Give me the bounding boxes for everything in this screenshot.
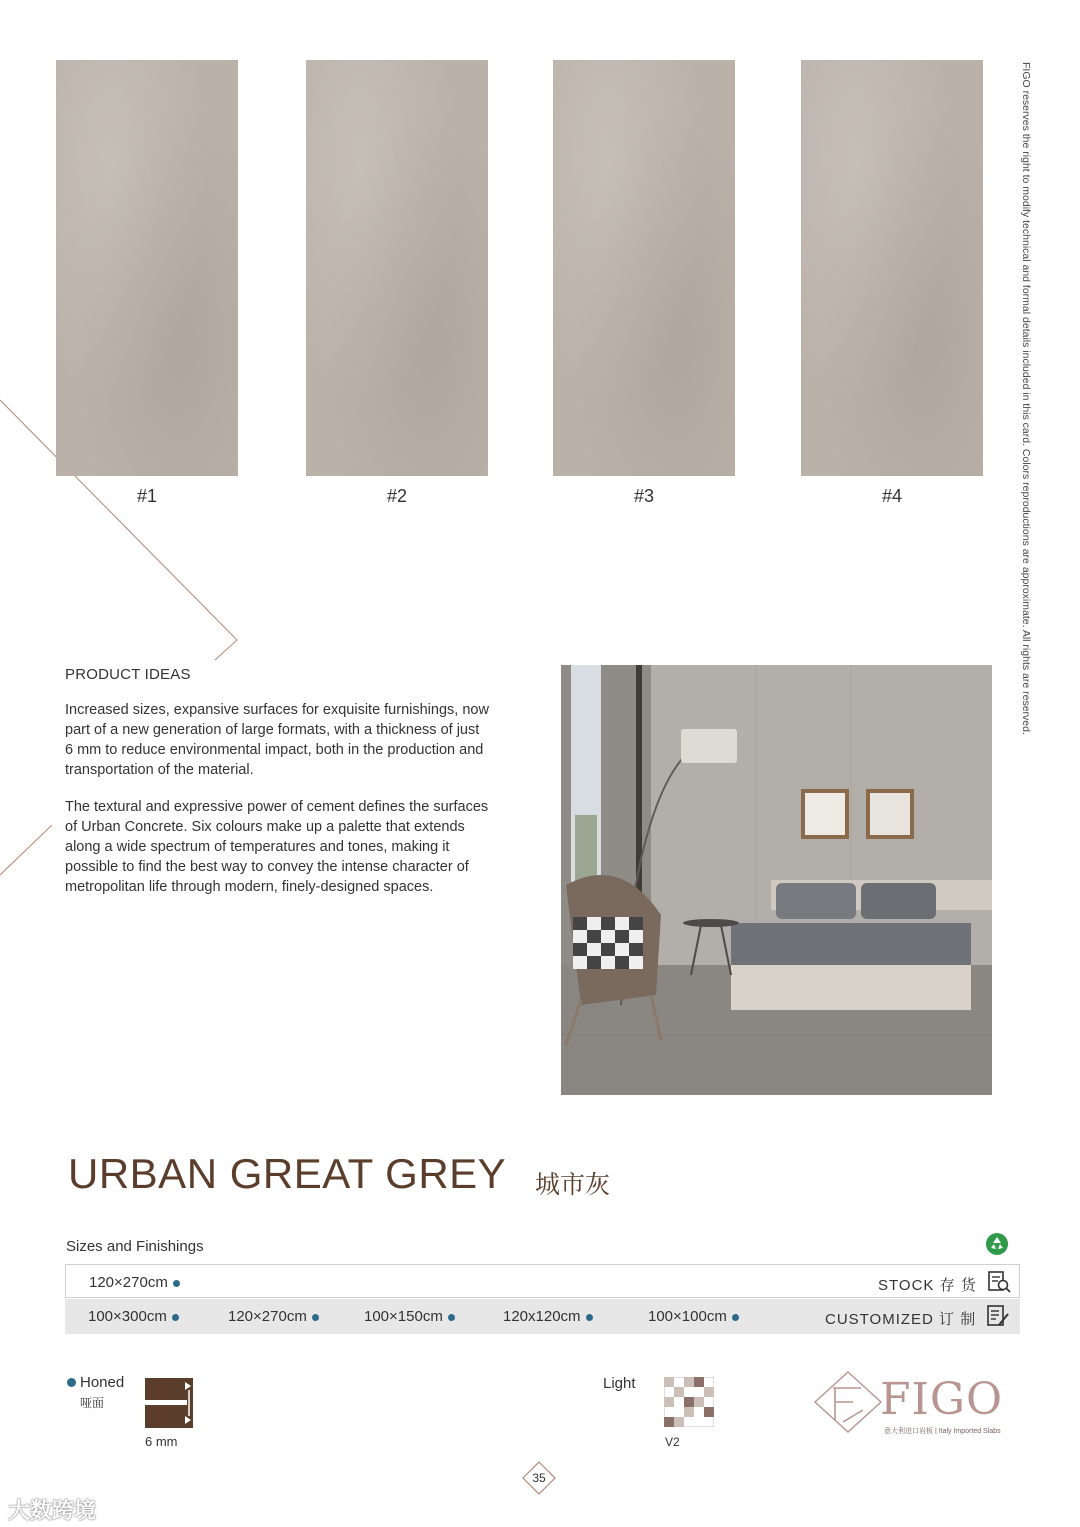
product-ideas-paragraph-2: The textural and expressive power of cement defines the surfaces of Urban Concrete. Six colours make up a palette that extends along a wide spectrum of temperatures and tones, making it possible to find the best way to convey the intense character of metropolitan life through modern, finely-designed spaces. (65, 799, 489, 895)
product-title-chinese: 城市灰 (535, 1171, 611, 1199)
tile-label-2: #2 (386, 486, 408, 506)
page-number: 35 (532, 1471, 546, 1485)
variation-icon (664, 1377, 714, 1427)
thickness-icon (145, 1378, 193, 1428)
customized-size: 100×100cm (648, 1308, 739, 1325)
product-title: URBAN GREAT GREY (68, 1150, 507, 1197)
tile-swatch-4 (801, 60, 983, 476)
figo-logo-subtitle: 意大利进口岩板 | Italy Imported Slabs (884, 1428, 1001, 1435)
customized-icon (985, 1303, 1011, 1329)
bedroom-illustration (561, 665, 992, 1095)
stock-label: STOCK 存 货 (878, 1277, 977, 1294)
figo-logo-text: FIGO (880, 1374, 1004, 1425)
tile-swatch-2 (306, 60, 488, 476)
size-dot (173, 1280, 180, 1287)
size-dot (732, 1314, 739, 1321)
finish-name-chinese: 哑面 (80, 1396, 105, 1410)
sizes-title: Sizes and Finishings (66, 1238, 204, 1255)
tile-label-1: #1 (136, 486, 158, 506)
customized-size: 100×300cm (88, 1308, 179, 1325)
watermark: 大数跨境 (8, 1498, 97, 1523)
customized-size: 120x120cm (503, 1308, 593, 1325)
tile-swatch-3 (553, 60, 735, 476)
size-dot (586, 1314, 593, 1321)
customized-size: 100×150cm (364, 1308, 455, 1325)
stock-sizes-row (65, 1264, 1020, 1298)
tile-label-4: #4 (881, 486, 903, 506)
thickness-value: 6 mm (145, 1434, 178, 1449)
tile-label-3: #3 (633, 486, 655, 506)
size-dot (312, 1314, 319, 1321)
recycle-icon (985, 1232, 1009, 1256)
stock-size: 120×270cm (89, 1274, 180, 1291)
size-dot (448, 1314, 455, 1321)
finish-name: Honed (80, 1374, 125, 1391)
customized-sizes-row (65, 1299, 1020, 1334)
tile-swatch-1 (56, 60, 238, 476)
disclaimer-text: FIGO reserves the right to modify technical and formal details included in this card. Colors reproductions are approximate. All rights are reserved. (1020, 62, 1032, 735)
customized-label: CUSTOMIZED 订 制 (825, 1311, 977, 1328)
product-ideas-paragraph-1: Increased sizes, expansive surfaces for exquisite furnishings, now part of a new generation of large formats, with a thickness of just 6 mm to reduce environmental impact, both in the production and transportation of the material. (65, 702, 489, 778)
size-dot (172, 1314, 179, 1321)
stock-icon (986, 1269, 1012, 1295)
product-ideas-title: PRODUCT IDEAS (65, 666, 191, 683)
variation-code: V2 (665, 1435, 680, 1449)
variation-label: Light (603, 1375, 636, 1392)
figo-logo-mark (813, 1370, 883, 1434)
room-photo (561, 665, 992, 1095)
honed-dot (67, 1378, 76, 1387)
customized-size: 120×270cm (228, 1308, 319, 1325)
